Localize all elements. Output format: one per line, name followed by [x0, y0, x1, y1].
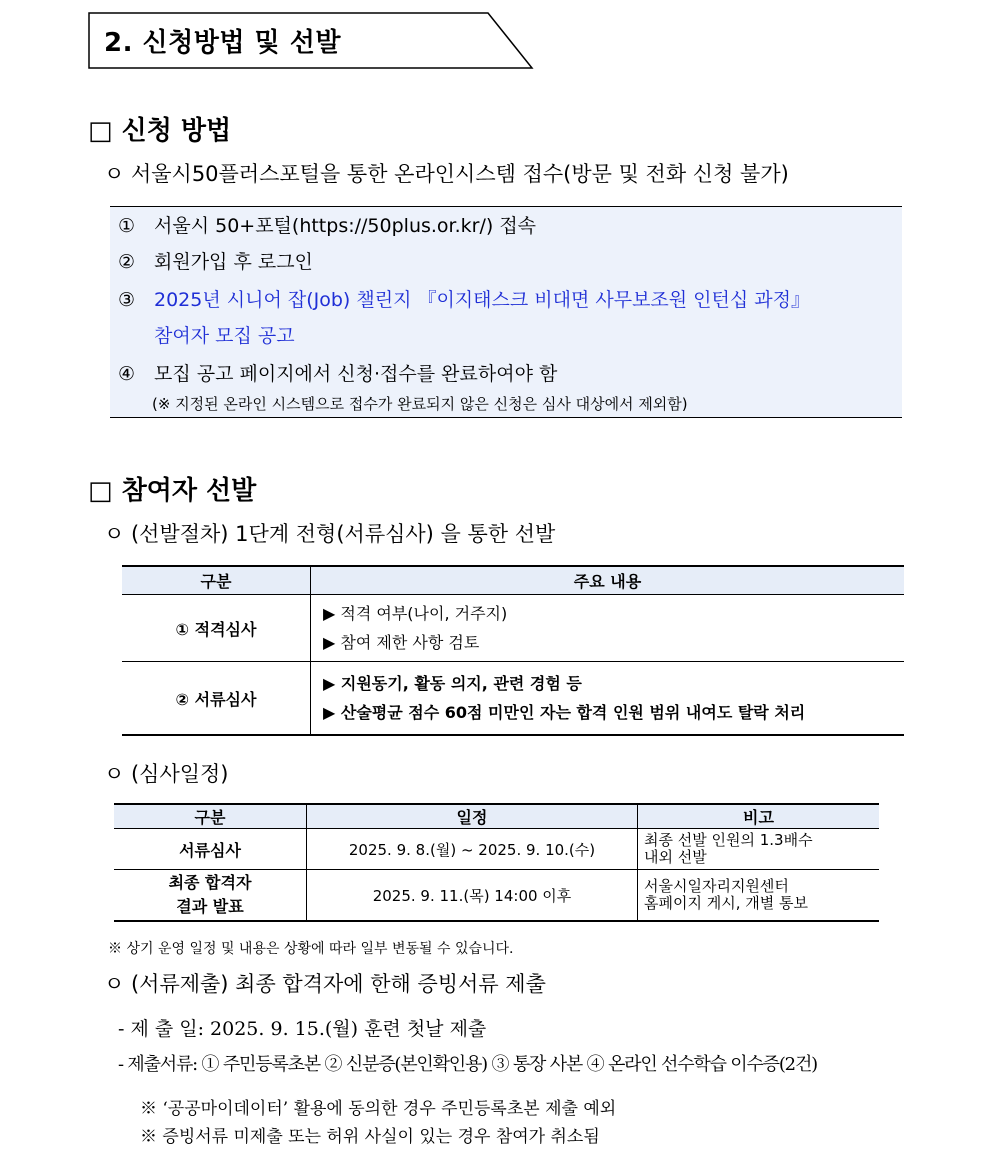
table-header: 주요 내용: [311, 566, 905, 595]
apply-bullet: ㅇ 서울시50플러스포털을 통한 온라인시스템 접수(방문 및 전화 신청 불가): [104, 162, 789, 186]
step-4: ④ 모집 공고 페이지에서 신청·접수를 완료하여야 함: [118, 363, 558, 385]
row-label: ② 서류심사: [122, 662, 311, 736]
table-header: 구분: [114, 804, 307, 829]
table-row: [114, 870, 879, 922]
step-1: ① 서울시 50+포털(https://50plus.or.kr/) 접속: [118, 215, 537, 237]
step-2: ② 회원가입 후 로그인: [118, 251, 313, 273]
required-documents: - 제출서류: ① 주민등록초본 ② 신분증(본인확인용) ③ 통장 사본 ④ 온라인 선수학습 이수증(2건): [118, 1054, 817, 1075]
selection-bullet: ㅇ (선발절차) 1단계 전형(서류심사) 을 통한 선발: [104, 522, 556, 546]
documents-note-2: ※ 증빙서류 미제출 또는 허위 사실이 있는 경우 참여가 취소됨: [140, 1127, 600, 1147]
submission-date: - 제 출 일: 2025. 9. 15.(월) 훈련 첫날 제출: [118, 1018, 487, 1040]
apply-steps-box: [110, 206, 902, 418]
table-row: [122, 662, 904, 736]
table-header: 일정: [307, 804, 638, 829]
schedule-note: 서울시일자리지원센터: [644, 877, 789, 895]
step-3-continued: 참여자 모집 공고: [154, 325, 295, 347]
schedule-note: 홈페이지 게시, 개별 통보: [644, 894, 808, 912]
schedule-date: 2025. 9. 8.(월) ~ 2025. 9. 10.(수): [307, 829, 638, 870]
table-header: 비고: [638, 804, 880, 829]
row-item: ▶ 참여 제한 사항 검토: [323, 633, 480, 652]
documents-note-1: ※ ‘공공마이데이터’ 활용에 동의한 경우 주민등록초본 제출 예외: [140, 1099, 617, 1119]
documents-bullet: ㅇ (서류제출) 최종 합격자에 한해 증빙서류 제출: [104, 972, 546, 996]
schedule-type: 결과 발표: [176, 897, 244, 916]
section-title: 2. 신청방법 및 선발: [104, 28, 341, 58]
apply-note: (※ 지정된 온라인 시스템으로 접수가 완료되지 않은 신청은 심사 대상에서 제외함): [152, 395, 688, 413]
table-header: 구분: [122, 566, 311, 595]
schedule-type: 최종 합격자: [168, 873, 252, 892]
table-row: [114, 829, 879, 870]
schedule-note: 최종 선발 인원의 1.3배수: [644, 831, 813, 849]
row-label: ① 적격심사: [122, 595, 311, 662]
table-row: [122, 595, 904, 662]
schedule-footnote: ※ 상기 운영 일정 및 내용은 상황에 따라 일부 변동될 수 있습니다.: [108, 941, 514, 957]
row-item: ▶ 산술평균 점수 60점 미만인 자는 합격 인원 범위 내여도 탈락 처리: [323, 703, 806, 722]
row-item: ▶ 적격 여부(나이, 거주지): [323, 604, 508, 623]
schedule-date: 2025. 9. 11.(목) 14:00 이후: [307, 870, 638, 922]
selection-heading: □ 참여자 선발: [88, 476, 257, 506]
schedule-note: 내외 선발: [644, 848, 707, 866]
apply-heading: □ 신청 방법: [88, 116, 232, 146]
schedule-table: [114, 803, 879, 922]
step-3: ③ 2025년 시니어 잡(Job) 챌린지 『이지태스크 비대면 사무보조원 인턴십 과정』: [118, 289, 810, 311]
schedule-type: 서류심사: [114, 829, 307, 870]
row-item: ▶ 지원동기, 활동 의지, 관련 경험 등: [323, 674, 582, 693]
schedule-bullet: ㅇ (심사일정): [104, 762, 229, 786]
selection-table: [122, 565, 904, 736]
